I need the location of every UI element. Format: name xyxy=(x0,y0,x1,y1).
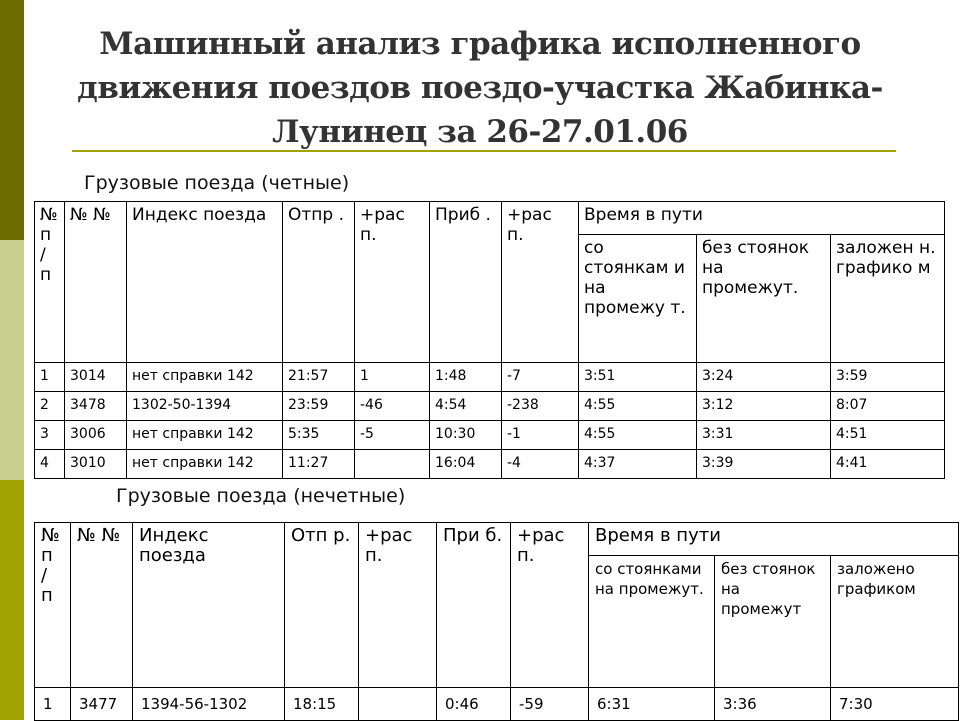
table-row xyxy=(35,363,945,392)
cell: 0:46 xyxy=(437,688,511,721)
cell: -46 xyxy=(355,392,430,421)
cell: -238 xyxy=(502,392,579,421)
side-decoration xyxy=(0,0,24,720)
side-bar-bottom xyxy=(0,480,24,720)
cell: 1:48 xyxy=(430,363,502,392)
subheader-without-stops: без стоянок на промежут. xyxy=(697,235,831,363)
cell: нет справки 142 xyxy=(127,421,283,450)
cell xyxy=(359,688,437,721)
even-trains-table xyxy=(34,201,945,479)
cell: 3:12 xyxy=(697,392,831,421)
cell: 3 xyxy=(35,421,65,450)
cell: 1394-56-1302 xyxy=(133,688,285,721)
cell: 10:30 xyxy=(430,421,502,450)
header-departure: Отпр . xyxy=(283,202,355,363)
cell: 5:35 xyxy=(283,421,355,450)
table-row xyxy=(35,688,959,721)
cell: 4:41 xyxy=(831,450,945,479)
header-arrival: При б. xyxy=(437,523,511,688)
cell: 6:31 xyxy=(589,688,715,721)
cell: 3:51 xyxy=(579,363,697,392)
cell: нет справки 142 xyxy=(127,363,283,392)
odd-trains-table xyxy=(34,522,959,721)
cell: 7:30 xyxy=(831,688,959,721)
cell xyxy=(355,450,430,479)
header-arrival-deviation: +рас п. xyxy=(502,202,579,363)
subheader-scheduled: заложено графиком xyxy=(831,556,959,688)
cell: нет справки 142 xyxy=(127,450,283,479)
table1-caption: Грузовые поезда (четные) xyxy=(84,172,350,194)
header-arrival: Приб . xyxy=(430,202,502,363)
cell: 3:36 xyxy=(715,688,831,721)
cell: 18:15 xyxy=(285,688,359,721)
header-train-index: Индекс поезда xyxy=(133,523,285,688)
header-departure-deviation: +рас п. xyxy=(359,523,437,688)
subheader-without-stops: без стоянок на промежут xyxy=(715,556,831,688)
header-num: № п / п xyxy=(35,523,71,688)
header-arrival-deviation: +рас п. xyxy=(511,523,589,688)
header-train-index: Индекс поезда xyxy=(127,202,283,363)
cell: -7 xyxy=(502,363,579,392)
subheader-with-stops: со стоянкам и на промежу т. xyxy=(579,235,697,363)
slide-title: Машинный анализ графика исполненного движения поездов поездо-участка Жабинка-Лунинец за 26-27.01.06 xyxy=(77,26,883,150)
side-bar-middle xyxy=(0,240,24,480)
cell: 21:57 xyxy=(283,363,355,392)
cell: 8:07 xyxy=(831,392,945,421)
header-travel-time: Время в пути xyxy=(589,523,959,556)
cell: 4 xyxy=(35,450,65,479)
table-row xyxy=(35,421,945,450)
cell: 3006 xyxy=(65,421,127,450)
cell: 3:24 xyxy=(697,363,831,392)
cell: 1 xyxy=(355,363,430,392)
title-divider xyxy=(72,150,896,152)
table2-caption: Грузовые поезда (нечетные) xyxy=(116,485,406,507)
cell: 4:51 xyxy=(831,421,945,450)
header-travel-time: Время в пути xyxy=(579,202,945,235)
subheader-scheduled: заложен н. графико м xyxy=(831,235,945,363)
header-train-no: № № xyxy=(65,202,127,363)
cell: -4 xyxy=(502,450,579,479)
cell: 3:59 xyxy=(831,363,945,392)
cell: 3010 xyxy=(65,450,127,479)
cell: 3477 xyxy=(71,688,133,721)
table-row xyxy=(35,392,945,421)
cell: 4:55 xyxy=(579,392,697,421)
cell: 4:37 xyxy=(579,450,697,479)
cell: 16:04 xyxy=(430,450,502,479)
cell: 3014 xyxy=(65,363,127,392)
header-departure: Отп р. xyxy=(285,523,359,688)
side-bar-top xyxy=(0,0,24,240)
cell: -59 xyxy=(511,688,589,721)
cell: 3478 xyxy=(65,392,127,421)
table-header-row xyxy=(35,202,945,235)
header-departure-deviation: +рас п. xyxy=(355,202,430,363)
table-header-row xyxy=(35,523,959,556)
cell: 3:31 xyxy=(697,421,831,450)
header-num: № п / п xyxy=(35,202,65,363)
cell: 3:39 xyxy=(697,450,831,479)
cell: 4:55 xyxy=(579,421,697,450)
cell: 1302-50-1394 xyxy=(127,392,283,421)
cell: -1 xyxy=(502,421,579,450)
subheader-with-stops: со стоянками на промежут. xyxy=(589,556,715,688)
cell: 4:54 xyxy=(430,392,502,421)
header-train-no: № № xyxy=(71,523,133,688)
cell: 1 xyxy=(35,363,65,392)
cell: 23:59 xyxy=(283,392,355,421)
cell: -5 xyxy=(355,421,430,450)
cell: 2 xyxy=(35,392,65,421)
cell: 1 xyxy=(35,688,71,721)
table-row xyxy=(35,450,945,479)
cell: 11:27 xyxy=(283,450,355,479)
